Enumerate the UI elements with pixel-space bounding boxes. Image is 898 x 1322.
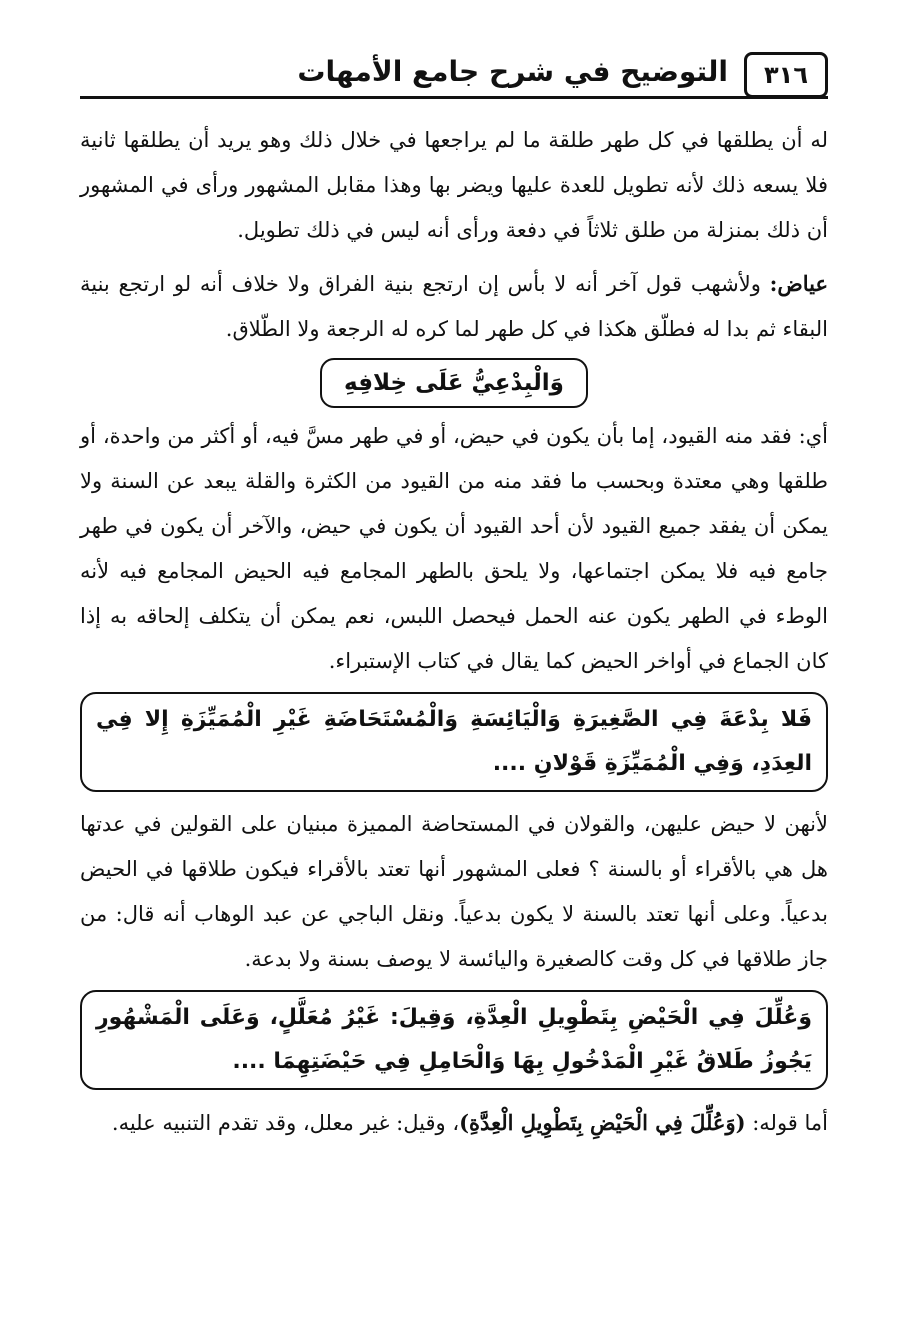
paragraph-text: ولأشهب قول آخر أنه لا بأس إن ارتجع بنية الفراق ولا خلاف أنه لو ارتجع بنية البقاء ثم بدا له فطلّق هكذا في كل طهر لما كره له الرجعة ولا الطّلاق. bbox=[80, 272, 828, 341]
paragraph-iyad bbox=[80, 261, 828, 352]
paragraph-4-after: ، وقيل: غير معلل، وقد تقدم التنبيه عليه. bbox=[111, 1111, 460, 1135]
page-content bbox=[80, 118, 828, 1146]
spacer bbox=[80, 253, 828, 261]
paragraph-3: لأنهن لا حيض عليهن، والقولان في المستحاضة المميزة مبنيان على القولين في عدتها هل هي بالأقراء أو بالسنة ؟ فعلى المشهور أنها تعتد بالأقراء فيكون طلاقها في الحيض بدعياً. وعلى أنها تعتد بالسنة لا يكون بدعياً. ونقل الباجي عن عبد الوهاب أنه قال: من جاز طلاقها في كل وقت كالصغيرة واليائسة لا يوصف بسنة ولا بدعة. bbox=[80, 812, 828, 971]
header-rule bbox=[80, 96, 828, 99]
page-header bbox=[80, 44, 828, 100]
book-title: التوضيح في شرح جامع الأمهات bbox=[297, 55, 728, 88]
paragraph-4-before: أما قوله: bbox=[745, 1111, 828, 1135]
paragraph-4 bbox=[80, 1100, 828, 1146]
paragraph-lead: عياض: bbox=[769, 271, 828, 296]
matn-box-2: فَلا بِدْعَةَ فِي الصَّغِيرَةِ وَالْيَائِسَةِ وَالْمُسْتَحَاضَةِ غَيْرِ الْمُمَيِّزَةِ إِلا فِي العِدَدِ، وَفِي الْمُمَيِّزَةِ قَوْلانِ .... bbox=[80, 692, 828, 792]
paragraph-1: له أن يطلقها في كل طهر طلقة ما لم يراجعها في خلال ذلك وهو يريد أن يطلقها ثانية فلا يسعه ذلك لأنه تطويل للعدة عليها ويضر بها وهذا مقابل المشهور ورأى في المشهور أن ذلك بمنزلة من طلق ثلاثاً في دفعة ورأى أنه ليس في ذلك تطويل. bbox=[80, 128, 828, 242]
matn-box-1: وَالْبِدْعِيُّ عَلَى خِلافِهِ bbox=[320, 358, 588, 408]
paragraph-2: أي: فقد منه القيود، إما بأن يكون في حيض، أو في طهر مسَّ فيه، أو أكثر من واحدة، أو طلقها وهي معتدة وبحسب ما فقد منه من القيود من الكثرة والقلة يبعد عن السنة ولا يمكن أن يفقد جميع القيود لأن أحد القيود أن يكون في حيض، والآخر أن يكون في طهر جامع فيه فلا يمكن اجتماعها، ولا يلحق بالطهر المجامع فيه الحيض المجامع فيه لأنه الوطء في الطهر يكون عنه الحمل فيحصل اللبس، نعم يمكن أن يتكلف إلحاقه به إذا كان الجماع في أواخر الحيض كما يقال في كتاب الإستبراء. bbox=[80, 424, 828, 673]
matn-box-3: وَعُلِّلَ فِي الْحَيْضِ بِتَطْوِيلِ الْعِدَّةِ، وَقِيلَ: غَيْرُ مُعَلَّلٍ، وَعَلَى الْمَشْهُورِ يَجُوزُ طَلاقُ غَيْرِ الْمَدْخُولِ بِهَا وَالْحَامِلِ فِي حَيْضَتِهِمَا .... bbox=[80, 990, 828, 1090]
paragraph-4-quote: (وَعُلِّلَ فِي الْحَيْضِ بِتَطْوِيلِ الْعِدَّةِ) bbox=[459, 1110, 746, 1135]
page-number: ٣١٦ bbox=[744, 52, 828, 98]
matn-center-wrap bbox=[80, 358, 828, 408]
